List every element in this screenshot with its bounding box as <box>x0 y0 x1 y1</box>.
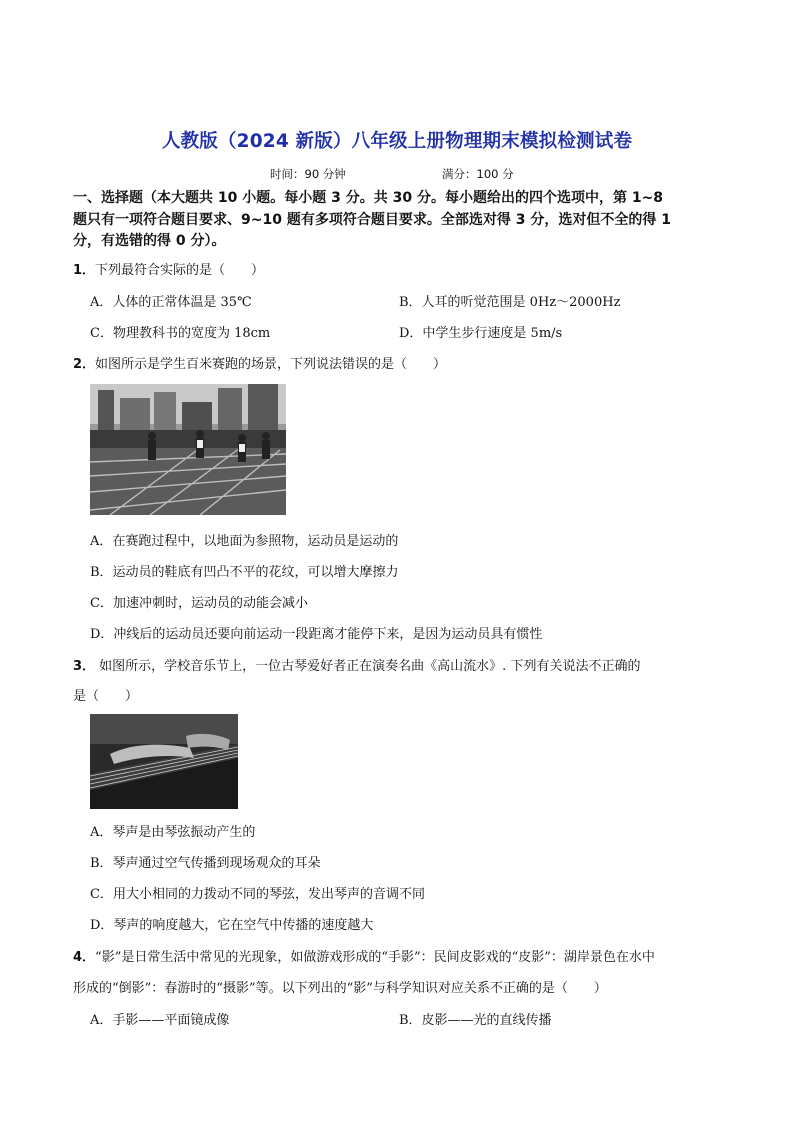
exam-title: 人教版（2024 新版）八年级上册物理期末模拟检测试卷 <box>161 131 633 152</box>
question-4-option-a: A．手影——平面镜成像 <box>90 1013 230 1028</box>
question-4-stem-line-2: 形成的“倒影”：春游时的“摄影”等。以下列出的“影”与科学知识对应关系不正确的是（ ） <box>73 981 607 996</box>
question-1-option-a: A．人体的正常体温是 35℃ <box>90 295 252 310</box>
guqin-performance-photo <box>90 714 238 809</box>
running-race-photo <box>90 384 286 515</box>
question-4-text: “影”是日常生活中常见的光现象，如做游戏形成的“手影”：民间皮影戏的“皮影”：湖岸景色在水中 <box>95 950 655 965</box>
question-2-text: 如图所示是学生百米赛跑的场景，下列说法错误的是（ ） <box>95 357 447 372</box>
question-3-text: 如图所示，学校音乐节上，一位古琴爱好者正在演奏名曲《高山流水》. 下列有关说法不正确的 <box>95 659 641 674</box>
question-1-stem <box>73 259 264 278</box>
question-1-text: 下列最符合实际的是（ ） <box>95 263 265 278</box>
section-line-3: 分，有选错的得 0 分）。 <box>73 233 226 249</box>
question-1-option-c: C．物理教科书的宽度为 18cm <box>90 326 271 341</box>
question-2-option-a: A．在赛跑过程中，以地面为参照物，运动员是运动的 <box>90 534 399 549</box>
question-2-number: 2． <box>73 357 96 372</box>
question-2-option-c: C．加速冲刺时，运动员的动能会减小 <box>90 596 308 611</box>
question-3-option-c: C．用大小相同的力拨动不同的琴弦，发出琴声的音调不同 <box>90 887 425 902</box>
guqin-illustration <box>90 714 238 809</box>
question-2-option-d: D．冲线后的运动员还要向前运动一段距离才能停下来，是因为运动员具有惯性 <box>90 627 543 642</box>
question-1-option-d: D．中学生步行速度是 5m/s <box>399 326 563 341</box>
question-2-option-b: B．运动员的鞋底有凹凸不平的花纹，可以增大摩擦力 <box>90 565 399 580</box>
question-1-number: 1． <box>73 263 96 278</box>
question-3-stem-line-1 <box>73 655 640 674</box>
section-line-1: 一、选择题（本大题共 10 小题。每小题 3 分。共 30 分。每小题给出的四个选项中，第 1~8 <box>73 190 664 206</box>
question-1-option-b: B．人耳的听觉范围是 0Hz～2000Hz <box>399 295 621 310</box>
question-3-number: 3． <box>73 659 96 674</box>
question-4-option-b: B．皮影——光的直线传播 <box>399 1013 552 1028</box>
question-3-option-a: A．琴声是由琴弦振动产生的 <box>90 825 256 840</box>
running-race-illustration <box>90 384 286 515</box>
question-4-stem-line-1 <box>73 946 655 965</box>
question-4-number: 4． <box>73 950 96 965</box>
question-3-stem-line-2: 是（ ） <box>73 689 139 704</box>
exam-time: 时间：90 分钟 <box>270 167 346 181</box>
section-line-2: 题只有一项符合题目要求、9~10 题有多项符合题目要求。全部选对得 3 分，选对但不全的得 1 <box>73 211 671 228</box>
exam-score: 满分：100 分 <box>442 167 514 181</box>
section-instructions <box>73 188 728 253</box>
question-2-stem <box>73 353 446 372</box>
question-3-option-b: B．琴声通过空气传播到现场观众的耳朵 <box>90 856 321 871</box>
question-3-option-d: D．琴声的响度越大，它在空气中传播的速度越大 <box>90 918 374 933</box>
